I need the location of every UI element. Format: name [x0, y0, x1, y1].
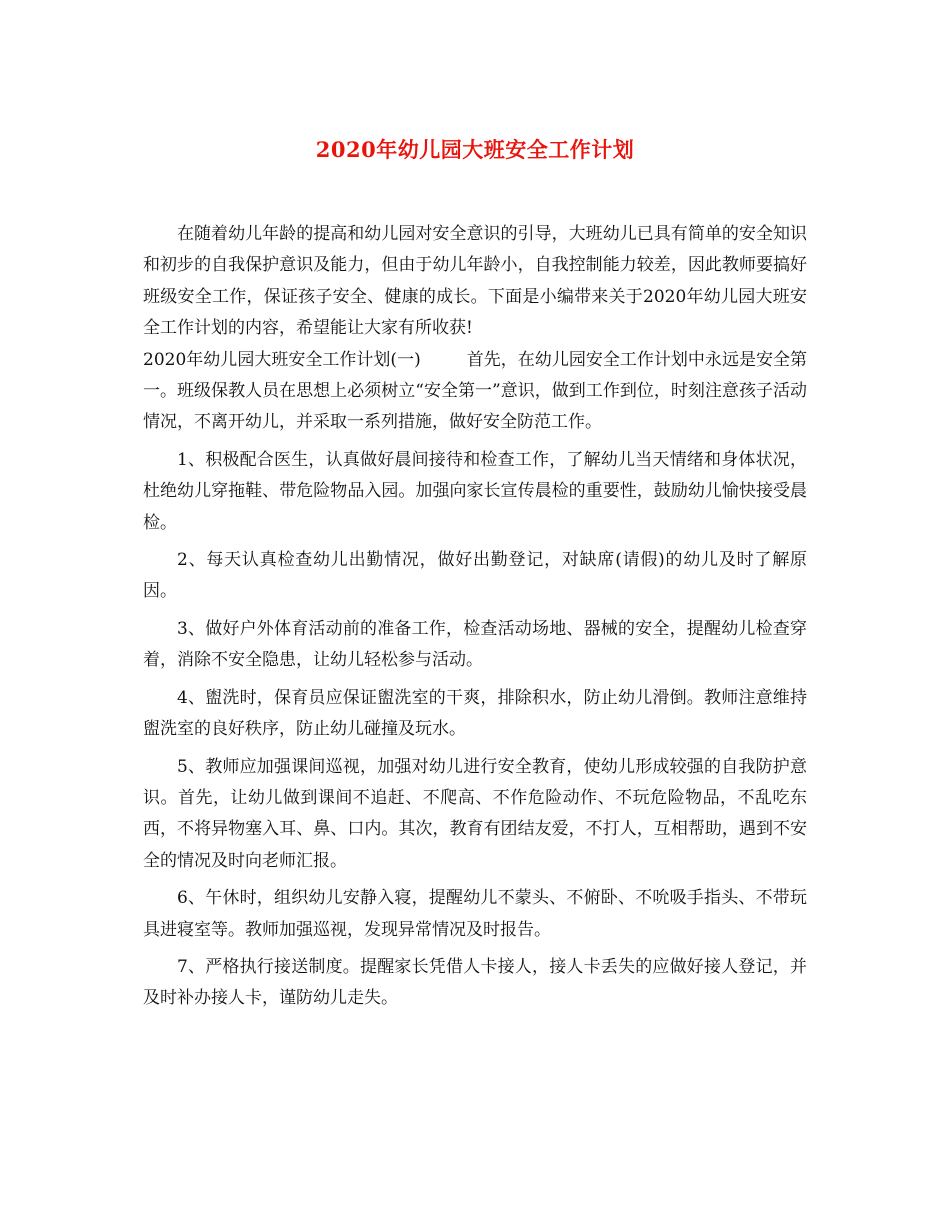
- list-item: 2、每天认真检查幼儿出勤情况，做好出勤登记，对缺席(请假)的幼儿及时了解原因。: [143, 550, 807, 602]
- list-item: 5、教师应加强课间巡视，加强对幼儿进行安全教育，使幼儿形成较强的自我防护意识。首先，让幼儿做到课间不追赶、不爬高、不作危险动作、不玩危险物品，不乱吃东西，不将异物塞入耳、鼻、口内。其次，教育有团结友爱，不打人，互相帮助，遇到不安全的情况及时向老师汇报。: [143, 756, 807, 871]
- intro-paragraph: 在随着幼儿年龄的提高和幼儿园对安全意识的引导，大班幼儿已具有简单的安全知识和初步的自我保护意识及能力，但由于幼儿年龄小，自我控制能力较差，因此教师要搞好班级安全工作，保证孩子安全、健康的成长。下面是小编带来关于2020年幼儿园大班安全工作计划的内容，希望能让大家有所收获!: [143, 224, 807, 339]
- document-body: [143, 219, 807, 1015]
- section-paragraph: [143, 345, 807, 439]
- list-item: 4、盥洗时，保育员应保证盥洗室的干爽，排除积水，防止幼儿滑倒。教师注意维持盥洗室的良好秩序，防止幼儿碰撞及玩水。: [143, 687, 807, 740]
- section-intro: 首先，在幼儿园安全工作计划中永远是安全第一。班级保教人员在思想上必须树立“安全第一”意识，做到工作到位，时刻注意孩子活动情况，不离开幼儿，并采取一系列措施，做好安全防范工作。: [143, 349, 808, 433]
- document-title: 2020年幼儿园大班安全工作计划: [315, 137, 635, 162]
- list-item: 1、积极配合医生，认真做好晨间接待和检查工作，了解幼儿当天情绪和身体状况，杜绝幼儿穿拖鞋、带危险物品入园。加强向家长宣传晨检的重要性，鼓励幼儿愉快接受晨检。: [143, 449, 807, 533]
- list-item: 3、做好户外体育活动前的准备工作，检查活动场地、器械的安全，提醒幼儿检查穿着，消除不安全隐患，让幼儿轻松参与活动。: [143, 618, 807, 671]
- section-heading: 2020年幼儿园大班安全工作计划(一): [143, 349, 421, 370]
- list-item: 6、午休时，组织幼儿安静入寝，提醒幼儿不蒙头、不俯卧、不吮吸手指头、不带玩具进寝室等。教师加强巡视，发现异常情况及时报告。: [143, 888, 807, 940]
- list-item: 7、严格执行接送制度。提醒家长凭借人卡接人，接人卡丢失的应做好接人登记，并及时补办接人卡，谨防幼儿走失。: [143, 956, 807, 1009]
